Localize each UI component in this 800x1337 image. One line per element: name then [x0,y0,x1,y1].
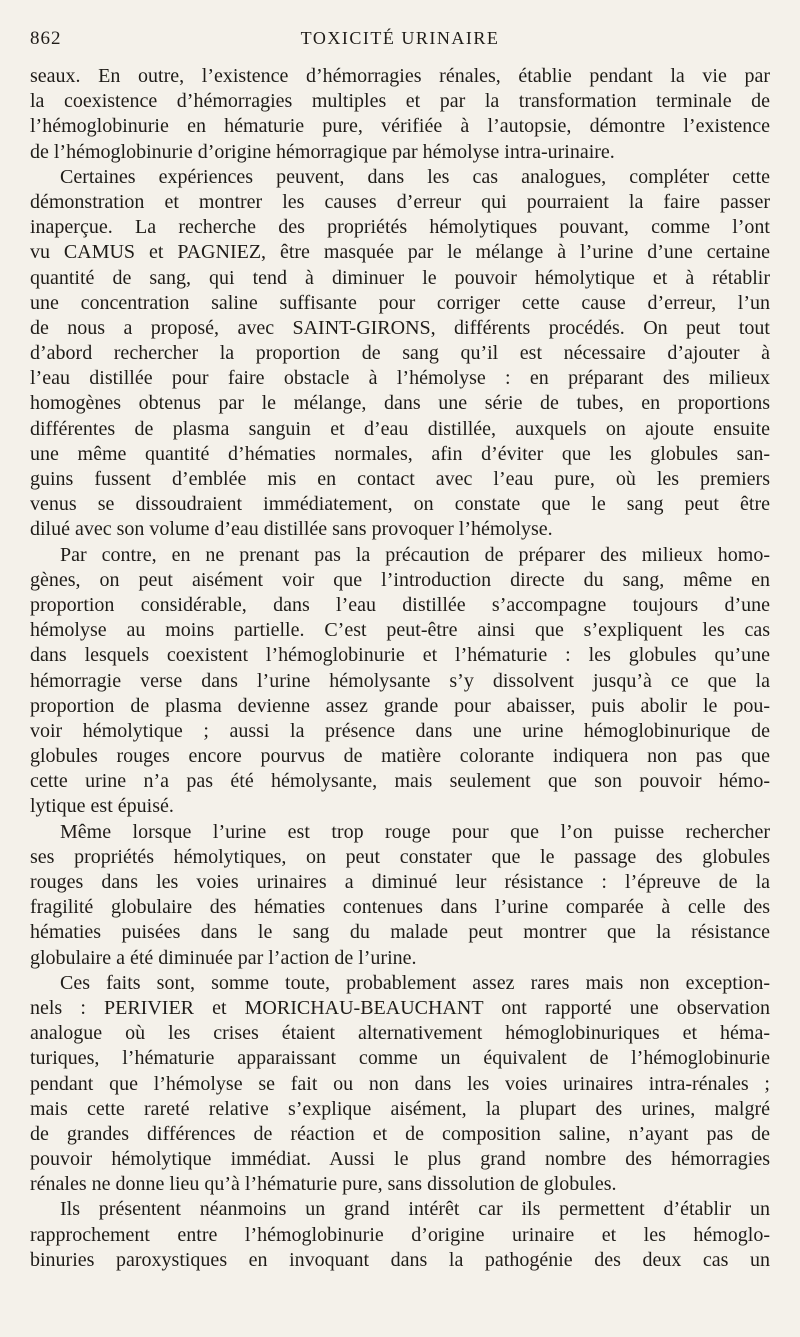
text-line: pendant que l’hémolyse se fait ou non dans les voies urinaires intra-rénales ; [30,1072,770,1095]
text-line: dilué avec son volume d’eau distillée sans provoquer l’hémolyse. [30,518,553,541]
text-line: rénales ne donne lieu qu’à l’hématurie pure, sans dissolution de globules. [30,1173,617,1196]
paragraph [30,1197,770,1273]
text-line: Par contre, en ne prenant pas la précaution de préparer des milieux homo- [60,543,770,566]
text-line: proportion de plasma devienne assez grande pour abaisser, puis abolir le pou- [30,694,770,717]
text-line: Ils présentent néanmoins un grand intérêt car ils permettent d’établir un [60,1198,770,1221]
text-line: de grandes différences de réaction et de composition saline, n’ayant pas de [30,1122,770,1145]
text-line: gènes, on peut aisément voir que l’introduction directe du sang, même en [30,568,770,591]
text-line: inaperçue. La recherche des propriétés hémolytiques pouvant, comme l’ont [30,216,770,239]
text-line: dans lesquels coexistent l’hémoglobinurie et l’hématurie : les globules qu’une [30,644,770,667]
text-line: homogènes obtenus par le mélange, dans une série de tubes, en proportions [30,392,770,415]
text-line: pouvoir hémolytique immédiat. Aussi le plus grand nombre des hémorragies [30,1148,770,1171]
text-line: rapprochement entre l’hémoglobinurie d’origine urinaire et les hémoglo- [30,1223,770,1246]
text-line: Même lorsque l’urine est trop rouge pour que l’on puisse rechercher [60,820,770,843]
text-line: turiques, l’hématurie apparaissant comme un équivalent de l’hémoglobinurie [30,1047,770,1070]
text-line: d’abord rechercher la proportion de sang qu’il est nécessaire d’ajouter à [30,342,770,365]
running-head [30,24,770,54]
running-title: TOXICITÉ URINAIRE [300,28,500,48]
text-line: l’hémoglobinurie en hématurie pure, vérifiée à l’autopsie, démontre l’existence [30,115,770,138]
paragraph [30,820,770,971]
text-line: de l’hémoglobinurie d’origine hémorragique par hémolyse intra-urinaire. [30,140,615,163]
text-line: cette urine n’a pas été hémolysante, mais seulement que son pouvoir hémo- [30,770,770,793]
text-line: globules rouges encore pourvus de matière colorante indiquera non pas que [30,745,770,768]
body-text [30,64,770,1273]
text-line: une même quantité d’hématies normales, afin d’éviter que les globules san- [30,442,770,465]
text-line: binuries paroxystiques en invoquant dans la pathogénie des deux cas un [30,1248,770,1271]
text-line: hématies puisées dans le sang du malade peut montrer que la résistance [30,921,770,944]
text-line: de nous a proposé, avec SAINT-GIRONS, différents procédés. On peut tout [30,316,770,339]
text-line: Certaines expériences peuvent, dans les cas analogues, compléter cette [60,165,770,188]
page-number: 862 [30,28,62,49]
text-line: démonstration et montrer les causes d’erreur qui pourraient la faire passer [30,190,770,213]
text-line: rouges dans les voies urinaires a diminué leur résistance : l’épreuve de la [30,871,770,893]
text-line: fragilité globulaire des hématies contenues dans l’urine comparée à celle des [30,896,770,919]
text-line: hémolyse au moins partielle. C’est peut-être ainsi que s’expliquent les cas [30,619,770,642]
paragraph [30,165,770,543]
text-line: analogue où les crises étaient alternativement hémoglobinuriques et héma- [30,1022,770,1045]
text-line: mais cette rareté relative s’explique aisément, la plupart des urines, malgré [30,1097,770,1120]
paragraph [30,543,770,820]
text-line: seaux. En outre, l’existence d’hémorragies rénales, établie pendant la vie par [30,65,770,87]
text-line: guins fussent d’emblée mis en contact avec l’eau pure, où les premiers [30,468,770,490]
text-line: vu CAMUS et PAGNIEZ, être masquée par le mélange à l’urine d’une certaine [30,241,770,264]
paragraph [30,64,770,165]
text-line: lytique est épuisé. [30,795,174,818]
text-line: différentes de plasma sanguin et d’eau distillée, auxquels on ajoute ensuite [30,417,770,440]
text-line: l’eau distillée pour faire obstacle à l’hémolyse : en préparant des milieux [30,367,770,390]
text-line: Ces faits sont, somme toute, probablement assez rares mais non exception- [60,971,770,994]
text-line: quantité de sang, qui tend à diminuer le pouvoir hémolytique et à rétablir [30,266,770,289]
paragraph [30,971,770,1198]
text-line: nels : PERIVIER et MORICHAU-BEAUCHANT ont rapporté une observation [30,996,770,1019]
text-line: hémorragie verse dans l’urine hémolysante s’y dissolvent jusqu’à ce que la [30,669,770,692]
text-line: globulaire a été diminuée par l’action de l’urine. [30,946,417,969]
text-line: voir hémolytique ; aussi la présence dans une urine hémoglobinurique de [30,719,770,742]
text-line: ses propriétés hémolytiques, on peut constater que le passage des globules [30,845,770,868]
text-line: une concentration saline suffisante pour corriger cette cause d’erreur, l’un [30,291,770,314]
text-line: venus se dissoudraient immédiatement, on constate que le sang peut être [30,493,770,516]
text-line: la coexistence d’hémorragies multiples et par la transformation terminale de [30,90,770,113]
text-line: proportion considérable, dans l’eau distillée s’accompagne toujours d’une [30,593,770,616]
